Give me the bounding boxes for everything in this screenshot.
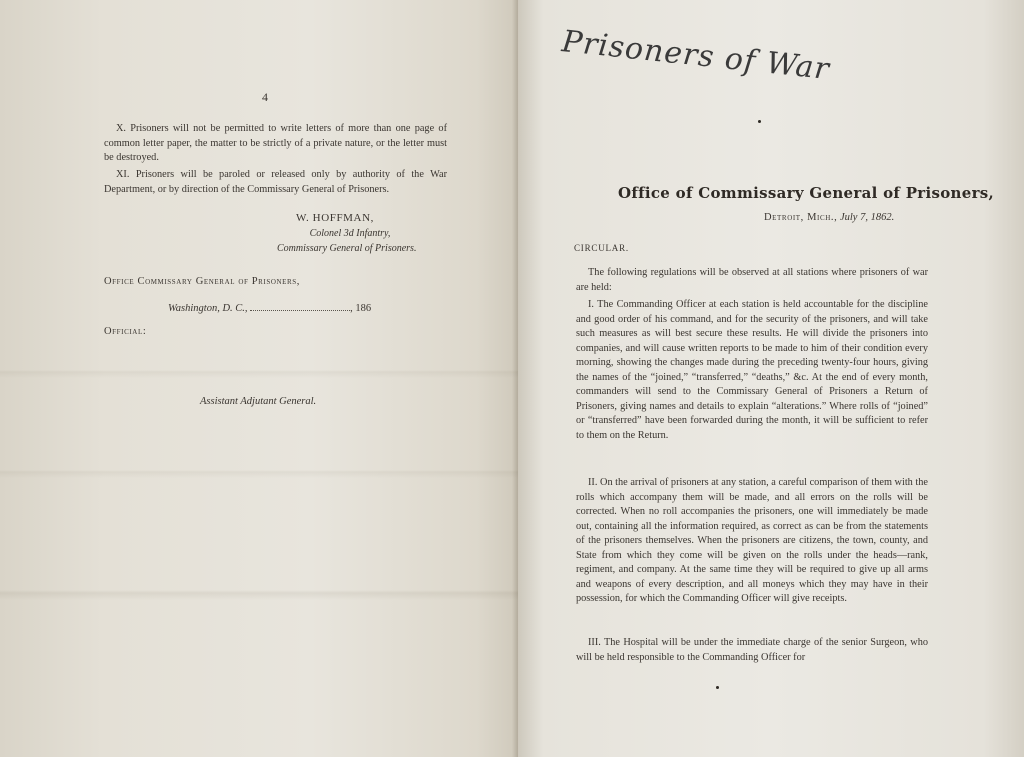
item-xi-text: XI. Prisoners will be paroled or released only by authority of the War Department, or by direction of the Commissary General of Prisoners.: [104, 169, 447, 195]
date: July 7, 1862.: [839, 212, 895, 223]
intro-paragraph: [576, 266, 928, 295]
location: Detroit, Mich.,: [764, 212, 838, 223]
item-iii-text: III. The Hospital will be under the immediate charge of the senior Surgeon, who will be held responsible to the Commanding Officer for: [576, 637, 928, 663]
item-xi: [104, 168, 447, 197]
handwritten-note: Prisoners of War: [560, 24, 832, 88]
signature-rank: Colonel 3d Infantry,: [309, 228, 391, 239]
signature-name: W. HOFFMAN,: [295, 212, 374, 224]
item-ii: [576, 476, 928, 607]
page-number: 4: [262, 90, 268, 104]
right-page: [518, 0, 1024, 757]
official-label: Official:: [104, 326, 147, 337]
signature-title: Commissary General of Prisoners.: [277, 243, 417, 254]
office-date-suffix: , 186: [350, 303, 372, 314]
item-ii-text: II. On the arrival of prisoners at any station, a careful comparison of them with the rolls which accompany them will be made, and all errors on the rolls will be corrected. When no roll accompanies the prisoners, one will immediately be made out, containing all the information required, as correct as can be from the statements of the prisoners themselves. When the prisoners are citizens, the town, county, and State from which they come will be given on the rolls under the heads—rank, regiment, and company. At the same time they will be required to give up all arms and weapons of every description, and all moneys which they may have in their possession, for which the Commanding Officer will give receipts.: [576, 477, 928, 604]
item-iii: [576, 636, 928, 665]
item-i: [576, 298, 928, 443]
date-blank: [250, 301, 350, 311]
office-heading: Office Commissary General of Prisoners,: [104, 276, 301, 287]
intro-text: The following regulations will be observed at all stations where prisoners of war are held:: [576, 267, 928, 293]
item-x-text: X. Prisoners will not be permitted to write letters of more than one page of common letter paper, the matter to be strictly of a private nature, or the letter must be destroyed.: [104, 123, 447, 163]
item-x: [104, 122, 447, 166]
circular-label: CIRCULAR.: [574, 243, 629, 253]
ink-dot: [758, 120, 761, 123]
item-i-text: I. The Commanding Officer at each station is held accountable for the discipline and good order of his command, and for the security of the prisoners, and will take such measures as will best secure these results. He will divide the prisoners into companies, and will cause written reports to be made to him of their condition every morning, showing the changes made during the preceding twenty-four hours, giving the names of the “joined,” “transferred,” “deaths,” &c. At the end of every month, commanders will send to the Commissary General of Prisoners a Return of Prisoners, giving names and details to explain “alterations.” Where rolls of “joined” or “transferred” have been forwarded during the month, it will be sufficient to refer to them on the Return.: [576, 299, 928, 441]
office-title: Office of Commissary General of Prisoners,: [618, 184, 995, 202]
location-date: [764, 212, 934, 223]
office-place: Washington, D. C.,: [168, 303, 248, 314]
ink-dot: [716, 686, 719, 689]
office-place-line: [168, 301, 418, 314]
assistant-adjutant: Assistant Adjutant General.: [200, 396, 317, 407]
